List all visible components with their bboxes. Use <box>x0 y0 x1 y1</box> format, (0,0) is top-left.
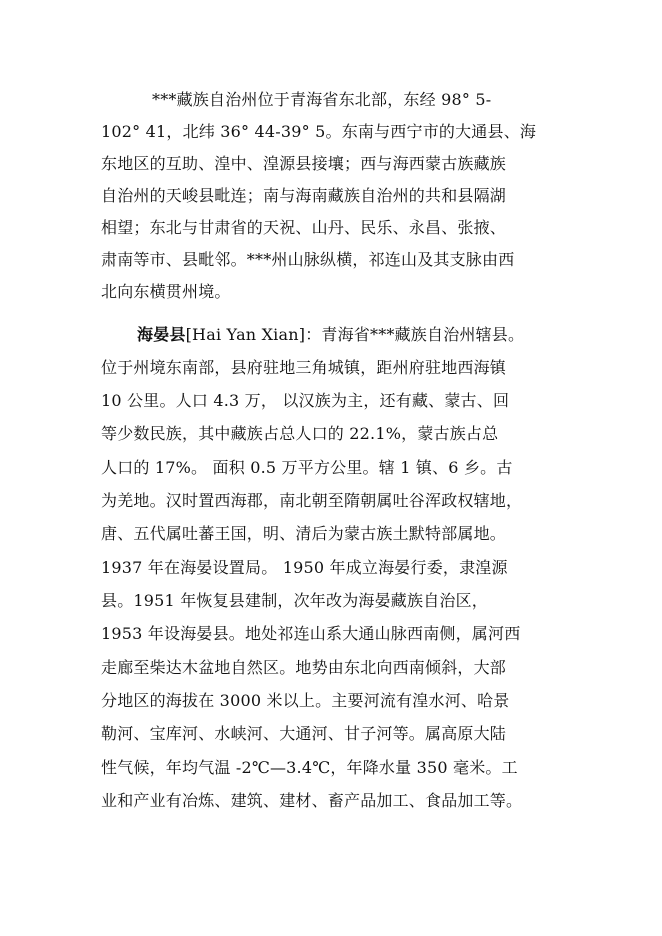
paragraph-1-line-1: ***藏族自治州位于青海省东北部，东经 98° 5- <box>152 90 492 109</box>
entry-term: 海晏县 <box>137 325 186 344</box>
paragraph-2-line-10: 1953 年设海晏县。地处祁连山系大通山脉西南侧，属河西 <box>101 624 521 643</box>
paragraph-2-line-12: 分地区的海拔在 3000 米以上。主要河流有湟水河、哈景 <box>101 691 510 710</box>
paragraph-2-line-8: 1937 年在海晏设置局。 1950 年成立海晏行委，隶湟源 <box>101 558 508 577</box>
paragraph-2-line-3: 10 公里。人口 4.3 万， 以汉族为主，还有藏、蒙古、回 <box>101 391 510 410</box>
paragraph-2-line-13: 勒河、宝库河、水峡河、大通河、甘子河等。属高原大陆 <box>101 724 507 743</box>
paragraph-1-line-6: 肃南等市、县毗邻。***州山脉纵横，祁连山及其支脉由西 <box>101 250 515 269</box>
paragraph-2-line-7: 唐、五代属吐蕃王国，明、清后为蒙古族土默特部属地。 <box>101 524 507 543</box>
paragraph-2-line-14: 性气候，年均气温 -2℃—3.4℃，年降水量 350 毫米。工 <box>101 758 518 777</box>
paragraph-1-line-2: 102° 41，北纬 36° 44-39° 5。东南与西宁市的大通县、海 <box>101 122 537 141</box>
paragraph-2-line-2: 位于州境东南部，县府驻地三角城镇，距州府驻地西海镇 <box>101 358 507 377</box>
paragraph-2-line-5: 人口的 17%。 面积 0.5 万平方公里。辖 1 镇、6 乡。古 <box>101 458 513 477</box>
paragraph-1-line-4: 自治州的天峻县毗连；南与海南藏族自治州的共和县隔湖 <box>101 186 507 205</box>
paragraph-2-line-6: 为羌地。汉时置西海郡，南北朝至隋朝属吐谷浑政权辖地， <box>101 491 523 510</box>
paragraph-2-line-15: 业和产业有冶炼、建筑、建材、畜产品加工、食品加工等。 <box>101 791 523 810</box>
paragraph-1-line-7: 北向东横贯州境。 <box>101 282 231 301</box>
paragraph-1-line-5: 相望；东北与甘肃省的天祝、山丹、民乐、永昌、张掖、 <box>101 218 507 237</box>
paragraph-2-line-4: 等少数民族，其中藏族占总人口的 22.1%，蒙古族占总 <box>101 424 499 443</box>
paragraph-2-line-11: 走廊至柴达木盆地自然区。地势由东北向西南倾斜，大部 <box>101 658 507 677</box>
paragraph-1-line-3: 东地区的互助、湟中、湟源县接壤；西与海西蒙古族藏族 <box>101 154 507 173</box>
entry-pinyin-and-definition: [Hai Yan Xian]：青海省***藏族自治州辖县。 <box>185 325 525 344</box>
paragraph-2-line-9: 县。1951 年恢复县建制，次年改为海晏藏族自治区， <box>101 591 489 610</box>
paragraph-2-line-1 <box>137 325 524 345</box>
